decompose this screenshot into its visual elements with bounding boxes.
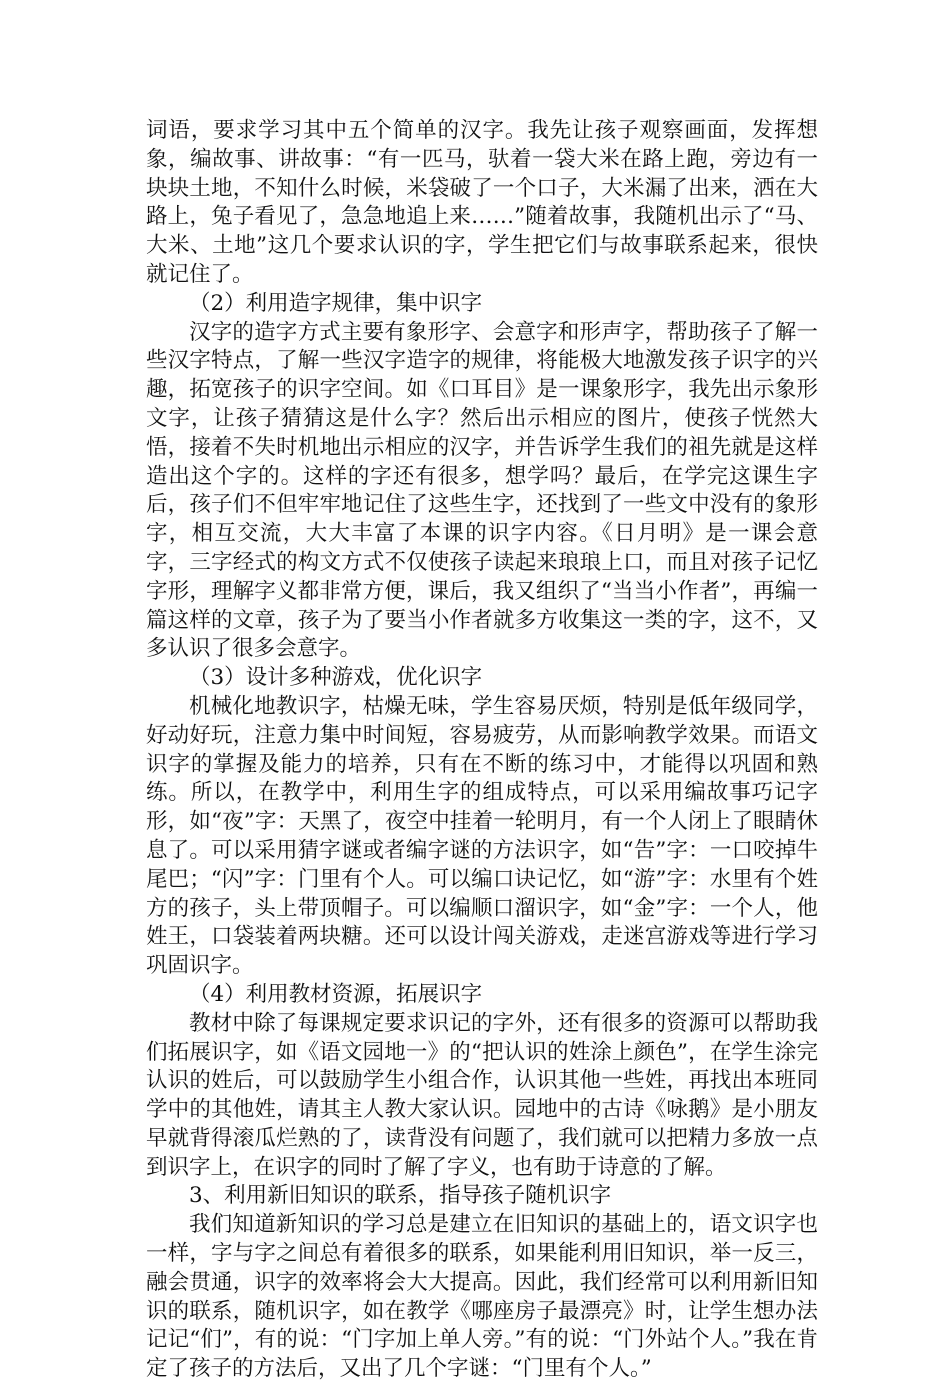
heading-section-3: （3）设计多种游戏，优化识字 (189, 665, 483, 691)
paragraph-old-new-knowledge: 我们知道新知识的学习总是建立在旧知识的基础上的，语文识字也一样，字与字之间总有着很多的联系，如果能利用旧知识，举一反三，融会贯通，识字的效率将会大大提高。因此，我们经常可以利用新旧知识的联系，随机识字，如在教学《哪座房子最漂亮》时，让学生想办法记记“们”，有的说：“门字加上单人旁。”有的说：“门外站个人。”我在肯定了孩子的方法后，又出了几个字谜：“门里有个人。” (146, 1212, 818, 1382)
heading-section-4: （4）利用教材资源，拓展识字 (189, 981, 483, 1007)
paragraph-character-formation: 汉字的造字方式主要有象形字、会意字和形声字，帮助孩子了解一些汉字特点，了解一些汉字造字的规律，将能极大地激发孩子识字的兴趣，拓宽孩子的识字空间。如《口耳目》是一课象形字，我先出示象形文字，让孩子猜猜这是什么字？然后出示相应的图片，使孩子恍然大悟，接着不失时机地出示相应的汉字，并告诉学生我们的祖先就是这样造出这个字的。这样的字还有很多，想学吗？最后，在学完这课生字后，孩子们不但牢牢地记住了这些生字，还找到了一些文中没有的象形字，相互交流，大大丰富了本课的识字内容。《日月明》是一课会意字，三字经式的构文方式不仅使孩子读起来琅琅上口，而且对孩子记忆字形，理解字义都非常方便，课后，我又组织了“当当小作者”，再编一篇这样的文章，孩子为了要当小作者就多方收集这一类的字，这不，又多认识了很多会意字。 (146, 319, 818, 662)
paragraph-games: 机械化地教识字，枯燥无味，学生容易厌烦，特别是低年级同学，好动好玩，注意力集中时间短，容易疲劳，从而影响教学效果。而语文识字的掌握及能力的培养，只有在不断的练习中，才能得以巩固和熟练。所以，在教学中，利用生字的组成特点，可以采用编故事巧记字形，如“夜”字：天黑了，夜空中挂着一轮明月，有一个人闭上了眼睛休息了。可以采用猜字谜或者编字谜的方法识字，如“告”字：一口咬掉牛尾巴；“闪”字：门里有个人。可以编口诀记忆，如“游”字：水里有个姓方的孩子，头上带顶帽子。可以编顺口溜识字，如“金”字：一个人，他姓王，口袋装着两块糖。还可以设计闯关游戏，走迷宫游戏等进行学习巩固识字。 (146, 693, 818, 979)
paragraph-textbook-resources: 教材中除了每课规定要求识记的字外，还有很多的资源可以帮助我们拓展识字，如《语文园地一》的“把认识的姓涂上颜色”，在学生涂完认识的姓后，可以鼓励学生小组合作，认识其他一些姓，再找出本班同学中的其他姓，请其主人教大家认识。园地中的古诗《咏鹅》是小朋友早就背得滚瓜烂熟的了，读背没有问题了，我们就可以把精力多放一点到识字上，在识字的同时了解了字义，也有助于诗意的了解。 (146, 1010, 818, 1180)
document-page (146, 117, 818, 1384)
heading-section-2: （2）利用造字规律，集中识字 (189, 290, 483, 316)
paragraph-story-continuation: 词语，要求学习其中五个简单的汉字。我先让孩子观察画面，发挥想象，编故事、讲故事：“有一匹马，驮着一袋大米在路上跑，旁边有一块块土地，不知什么时候，米袋破了一个口子，大米漏了出来，洒在大路上，兔子看见了，急急地追上来……”随着故事，我随机出示了“马、大米、土地”这几个要求认识的字，学生把它们与故事联系起来，很快就记住了。 (146, 118, 818, 287)
heading-section-3-main: 3、利用新旧知识的联系，指导孩子随机识字 (189, 1183, 612, 1209)
